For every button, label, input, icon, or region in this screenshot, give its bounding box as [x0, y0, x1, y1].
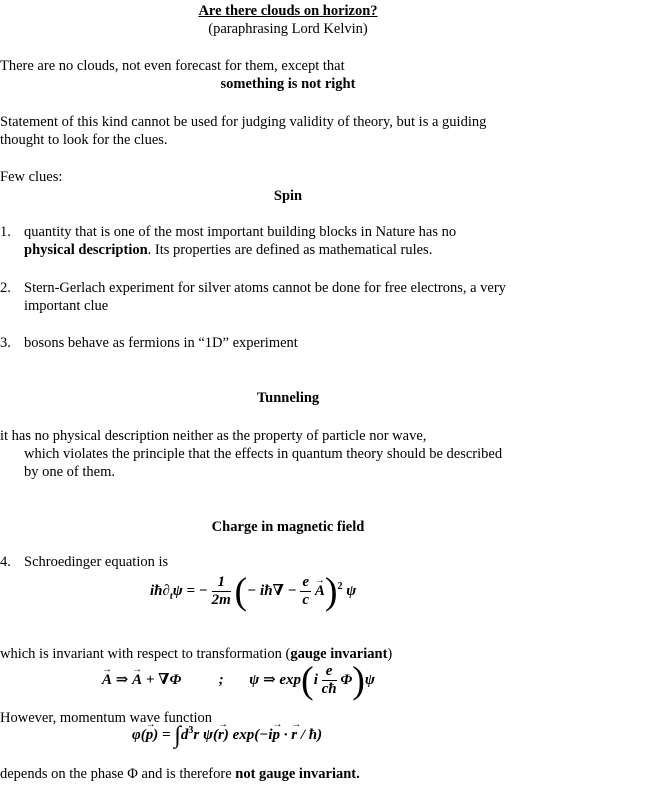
depends-pre: depends on the phase Φ and is therefore — [0, 766, 236, 782]
mom-sup: 3 — [188, 725, 194, 736]
eq-inner: − iħ∇ − — [247, 582, 297, 599]
tunneling-line-3: by one of them. — [24, 464, 116, 480]
spin-item-3-number: 3. — [0, 335, 11, 351]
eq-power: 2 — [337, 580, 343, 592]
mom-r-vec: → r — [218, 726, 224, 744]
eq-psi: ψ — [346, 582, 357, 599]
momentum-equation — [132, 722, 323, 749]
eq-lhs-psi: ψ = − — [172, 582, 208, 599]
gauge-psi-lhs: ψ ⇒ exp — [249, 671, 302, 688]
gauge-right-paren: ) — [352, 659, 365, 702]
spin-item-2-number: 2. — [0, 280, 11, 296]
depends-text — [0, 765, 360, 783]
mom-r: r ψ( — [193, 727, 219, 743]
left-paren: ( — [234, 570, 248, 613]
fraction-e-over-chbar — [322, 663, 337, 698]
tunneling-heading: Tunneling — [256, 390, 320, 406]
fraction-1-over-2m — [212, 574, 231, 609]
gauge-i: i — [313, 671, 318, 688]
gauge-tail: + ∇Φ — [145, 671, 182, 688]
gauge-pre: which is invariant with respect to transformation ( — [0, 646, 291, 662]
gauge-vec-a-rhs: → A — [132, 671, 142, 689]
frac2-den: c — [302, 592, 310, 608]
eq-lhs: iħ∂ — [150, 582, 170, 599]
frac3-den: cħ — [321, 681, 337, 697]
charge-heading: Charge in magnetic field — [211, 519, 365, 535]
mom-end: / ħ) — [300, 727, 323, 743]
vector-a: → A — [315, 582, 325, 600]
gauge-left-paren: ( — [301, 659, 314, 702]
gauge-bold: gauge invariant — [290, 646, 388, 662]
page-title: Are there clouds on horizon? — [198, 3, 378, 19]
gauge-psi: ψ — [364, 671, 375, 688]
fraction-e-over-c — [300, 574, 311, 609]
mom-p-vec: → p — [146, 726, 154, 744]
however-text: However, momentum wave function — [0, 710, 213, 726]
spin-item-1-bold: physical description — [24, 242, 148, 258]
tunneling-line-1: it has no physical description neither as the property of particle nor wave, — [0, 428, 427, 444]
mom-dot: · — [283, 727, 288, 743]
frac1-num: 1 — [212, 574, 231, 592]
mom-r-vec-2: → r — [291, 726, 297, 744]
mom-exp: ) exp(−i — [223, 727, 273, 743]
spin-item-1-number: 1. — [0, 224, 11, 240]
right-paren: ) — [324, 570, 338, 613]
spin-item-2-line-1: Stern-Gerlach experiment for silver atoms cannot be done for free electrons, a very — [24, 280, 506, 296]
frac3-num: e — [322, 663, 337, 681]
gauge-semicolon: ; — [218, 671, 224, 688]
spin-item-2-line-2: important clue — [24, 298, 109, 314]
spin-item-1-rest: . Its properties are defined as mathematical rules. — [147, 242, 433, 258]
gauge-transform-equation — [102, 659, 375, 702]
statement-line-2: thought to look for the clues. — [0, 132, 168, 148]
gauge-vec-a-lhs: → A — [102, 671, 112, 689]
spin-heading: Spin — [273, 188, 303, 204]
integral-sign: ∫ — [174, 722, 181, 749]
spin-item-1-line-2 — [24, 241, 432, 259]
schrodinger-equation — [150, 570, 357, 613]
few-clues: Few clues: — [0, 169, 63, 185]
mom-eq: ) = — [153, 727, 171, 743]
tunneling-line-2: which violates the principle that the effects in quantum theory should be described — [24, 446, 503, 462]
depends-bold: not gauge invariant. — [235, 766, 360, 782]
gauge-arrow: ⇒ — [115, 671, 129, 688]
spin-item-1-line-1: quantity that is one of the most important building blocks in Nature has no — [24, 224, 457, 240]
gauge-text — [0, 645, 392, 663]
mom-lhs: φ( — [132, 727, 146, 743]
charge-item-number: 4. — [0, 554, 11, 570]
page-subtitle: (paraphrasing Lord Kelvin) — [208, 21, 368, 37]
mom-d: d — [180, 727, 189, 743]
mom-p-vec-2: → p — [273, 726, 281, 744]
eq-lhs-sub: t — [169, 590, 173, 602]
gauge-post: ) — [387, 646, 393, 662]
intro-line-1: There are no clouds, not even forecast for them, except that — [0, 58, 345, 74]
charge-item-text: Schroedinger equation is — [24, 554, 169, 570]
intro-line-2: something is not right — [220, 76, 356, 92]
statement-line-1: Statement of this kind cannot be used for judging validity of theory, but is a guiding — [0, 114, 487, 130]
frac1-den: 2m — [211, 592, 231, 608]
spin-item-3-line-1: bosons behave as fermions in “1D” experiment — [24, 335, 298, 351]
frac2-num: e — [302, 574, 310, 590]
gauge-phi: Φ — [340, 671, 353, 688]
